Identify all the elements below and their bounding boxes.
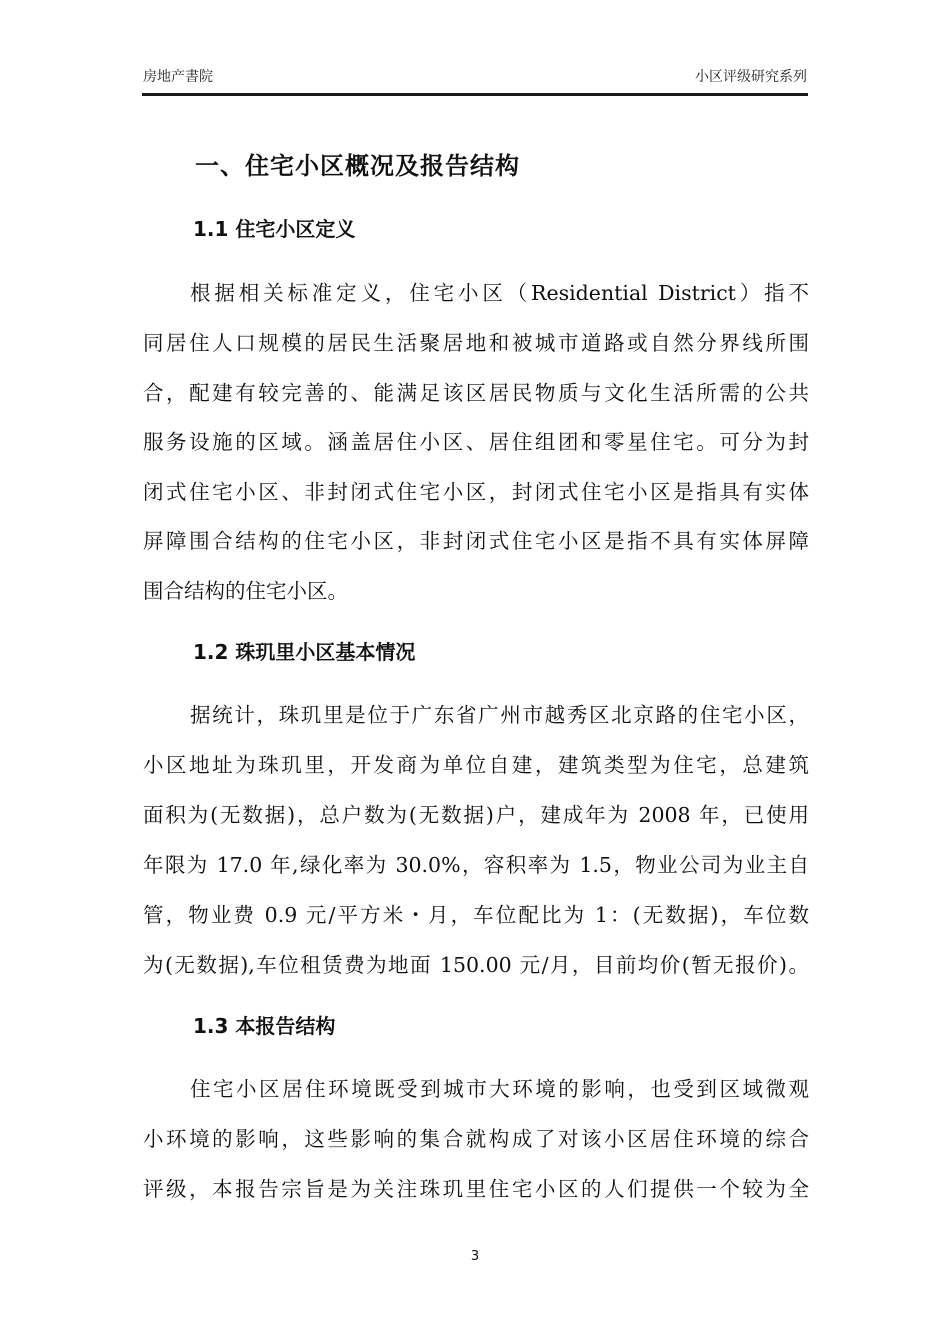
section-heading-1-2: 1.2 珠玑里小区基本情况 [193,640,416,664]
header-left-title: 房地产書院 [143,69,213,85]
paragraph-line: 同居住人口规模的居民生活聚居地和被城市道路或自然分界线所围 [143,331,809,355]
paragraph-line: 评级，本报告宗旨是为关注珠玑里住宅小区的人们提供一个较为全 [143,1177,809,1201]
header-right-title: 小区评级研究系列 [695,69,807,85]
paragraph-line: 小区地址为珠玑里，开发商为单位自建，建筑类型为住宅，总建筑 [143,753,809,777]
paragraph-line: 住宅小区居住环境既受到城市大环境的影响，也受到区域微观 [190,1077,809,1101]
paragraph-line: 合，配建有较完善的、能满足该区居民物质与文化生活所需的公共 [143,381,809,405]
paragraph-line: 根据相关标准定义，住宅小区（Residential District）指不 [190,281,809,305]
paragraph-line: 年限为 17.0 年,绿化率为 30.0%，容积率为 1.5，物业公司为业主自 [143,853,809,877]
paragraph-line: 据统计，珠玑里是位于广东省广州市越秀区北京路的住宅小区， [190,703,809,727]
paragraph-line: 小环境的影响，这些影响的集合就构成了对该小区居住环境的综合 [143,1127,809,1151]
paragraph-line: 面积为(无数据)，总户数为(无数据)户，建成年为 2008 年，已使用 [143,803,809,827]
paragraph-line: 管，物业费 0.9 元/平方米・月，车位配比为 1：(无数据)，车位数 [143,903,809,927]
paragraph-line: 围合结构的住宅小区。 [143,579,348,603]
paragraph-line: 屏障围合结构的住宅小区，非封闭式住宅小区是指不具有实体屏障 [143,529,809,553]
section-heading-1-3: 1.3 本报告结构 [193,1014,336,1038]
paragraph-line: 为(无数据),车位租赁费为地面 150.00 元/月，目前均价(暂无报价)。 [143,953,809,977]
chapter-title: 一、住宅小区概况及报告结构 [195,152,520,180]
section-heading-1-1: 1.1 住宅小区定义 [193,217,356,241]
paragraph-line: 服务设施的区域。涵盖居住小区、居住组团和零星住宅。可分为封 [143,430,809,454]
header-rule [142,93,808,96]
page-number: 3 [470,1249,480,1264]
paragraph-line: 闭式住宅小区、非封闭式住宅小区，封闭式住宅小区是指具有实体 [143,480,809,504]
